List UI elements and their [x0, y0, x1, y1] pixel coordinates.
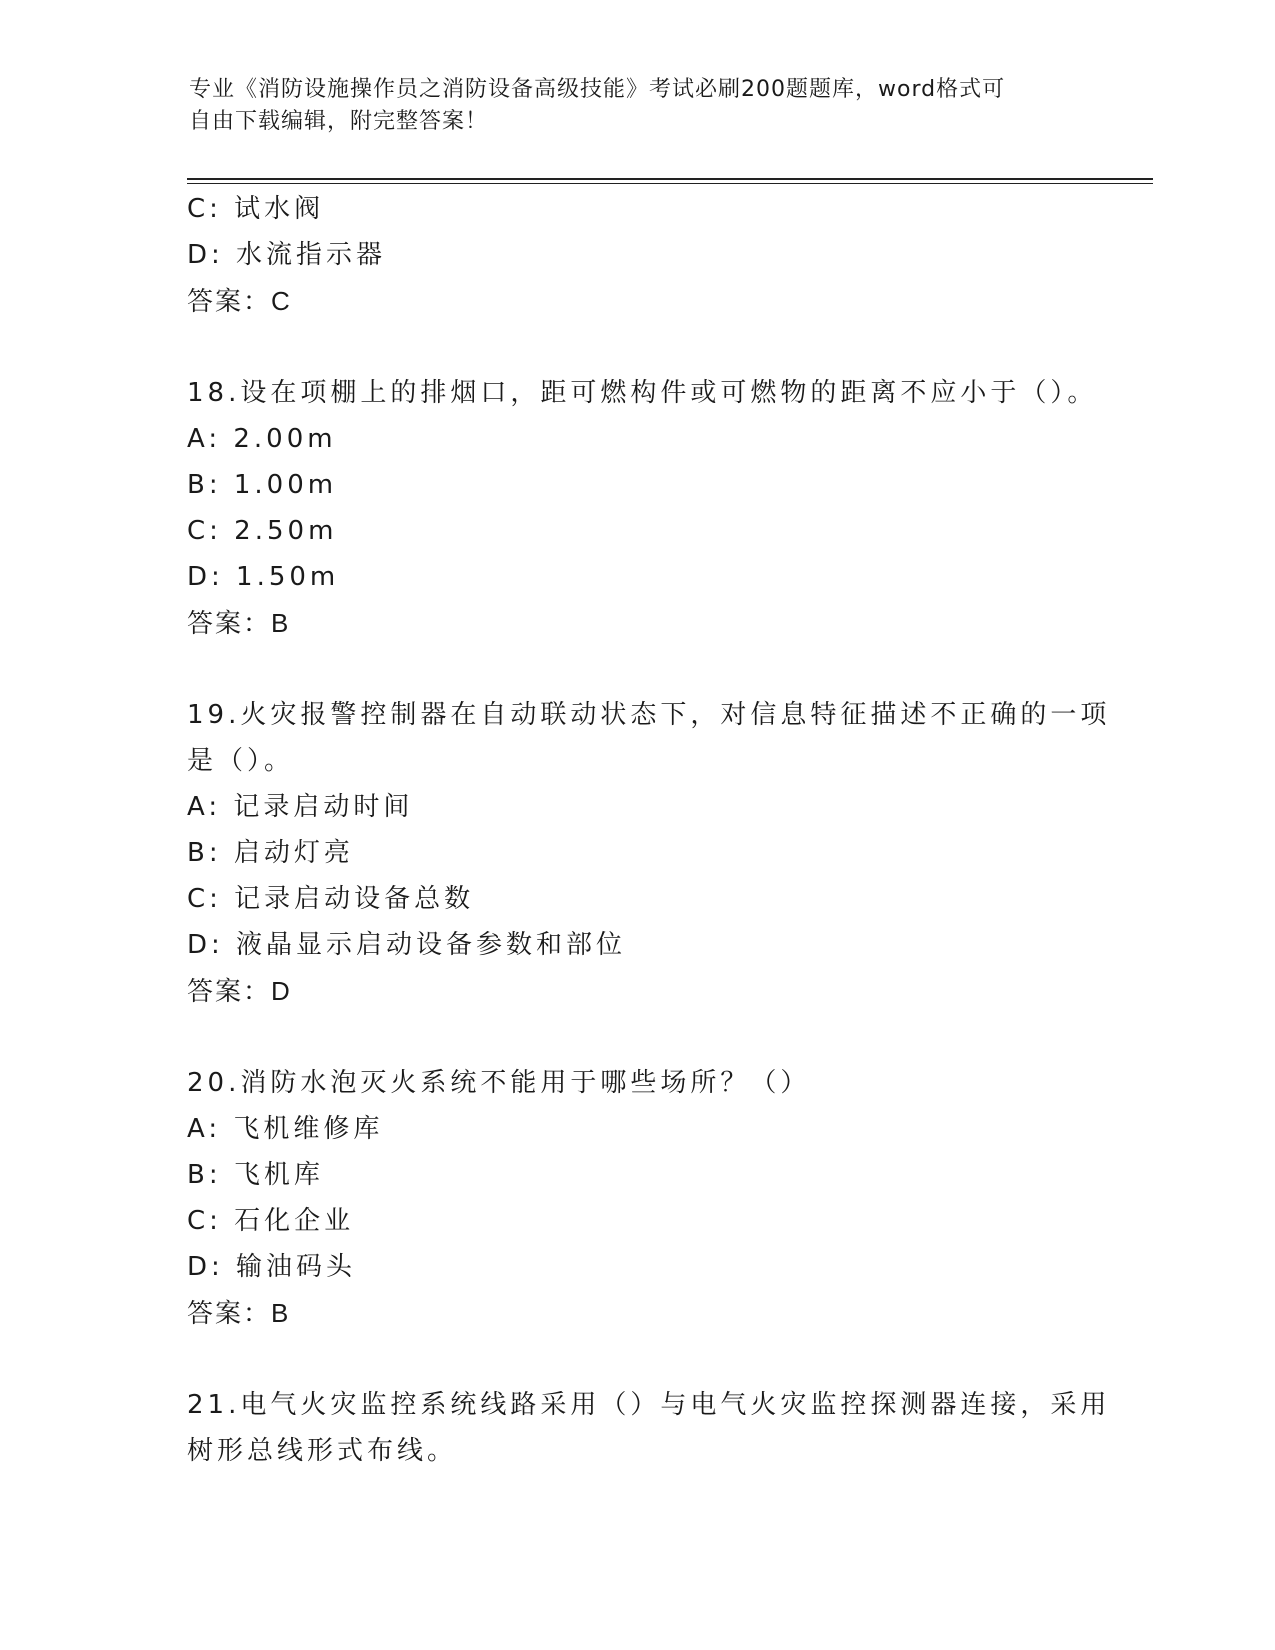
- question-18: [187, 370, 1098, 646]
- spacer: [187, 1014, 1087, 1060]
- answer-label: 答案：B: [187, 608, 291, 638]
- question-stem-line-1: 21.电气火灾监控系统线路采用（）与电气火灾监控探测器连接，采用: [187, 1390, 1111, 1420]
- question-19: [187, 692, 1111, 1014]
- answer-label: 答案：C: [187, 286, 292, 316]
- option-c: C: 记录启动设备总数: [187, 884, 475, 914]
- option-b: B: 启动灯亮: [187, 838, 354, 868]
- question-20: [187, 1060, 1087, 1336]
- header-title-line-1: 专业《消防设施操作员之消防设备高级技能》考试必刷200题题库，word格式可: [189, 77, 1006, 102]
- option-d: D: 液晶显示启动设备参数和部位: [187, 930, 627, 960]
- answer-label: 答案：D: [187, 976, 292, 1006]
- header-title-line-2: 自由下载编辑，附完整答案！: [189, 109, 489, 134]
- question-stem-line-2: 是（）。: [187, 746, 295, 776]
- question-stem-line-2: 树形总线形式布线。: [187, 1436, 458, 1466]
- option-a: A: 2.00m: [187, 424, 337, 454]
- spacer: [187, 324, 1087, 370]
- question-17-tail: [187, 186, 1087, 324]
- question-21: [187, 1382, 1111, 1474]
- option-a: A: 记录启动时间: [187, 792, 414, 822]
- option-c: C: 2.50m: [187, 516, 338, 546]
- header-divider-thick: [187, 178, 1153, 180]
- option-b: B: 飞机库: [187, 1160, 324, 1190]
- option-c: C: 石化企业: [187, 1206, 355, 1236]
- question-stem: 18.设在项棚上的排烟口，距可燃构件或可燃物的距离不应小于（）。: [187, 378, 1098, 408]
- option-d: D: 输油码头: [187, 1252, 357, 1282]
- option-b: B: 1.00m: [187, 470, 338, 500]
- option-c: C: 试水阀: [187, 194, 325, 224]
- question-content: [187, 186, 1111, 1474]
- header-divider-thin: [187, 183, 1153, 184]
- spacer: [187, 1336, 1087, 1382]
- option-d: D: 水流指示器: [187, 240, 387, 270]
- answer-label: 答案：B: [187, 1298, 291, 1328]
- document-header: [189, 74, 1069, 138]
- question-stem: 20.消防水泡灭火系统不能用于哪些场所？（）: [187, 1068, 811, 1098]
- question-stem-line-1: 19.火灾报警控制器在自动联动状态下，对信息特征描述不正确的一项: [187, 700, 1111, 730]
- spacer: [187, 646, 1087, 692]
- option-a: A: 飞机维修库: [187, 1114, 384, 1144]
- option-d: D: 1.50m: [187, 562, 340, 592]
